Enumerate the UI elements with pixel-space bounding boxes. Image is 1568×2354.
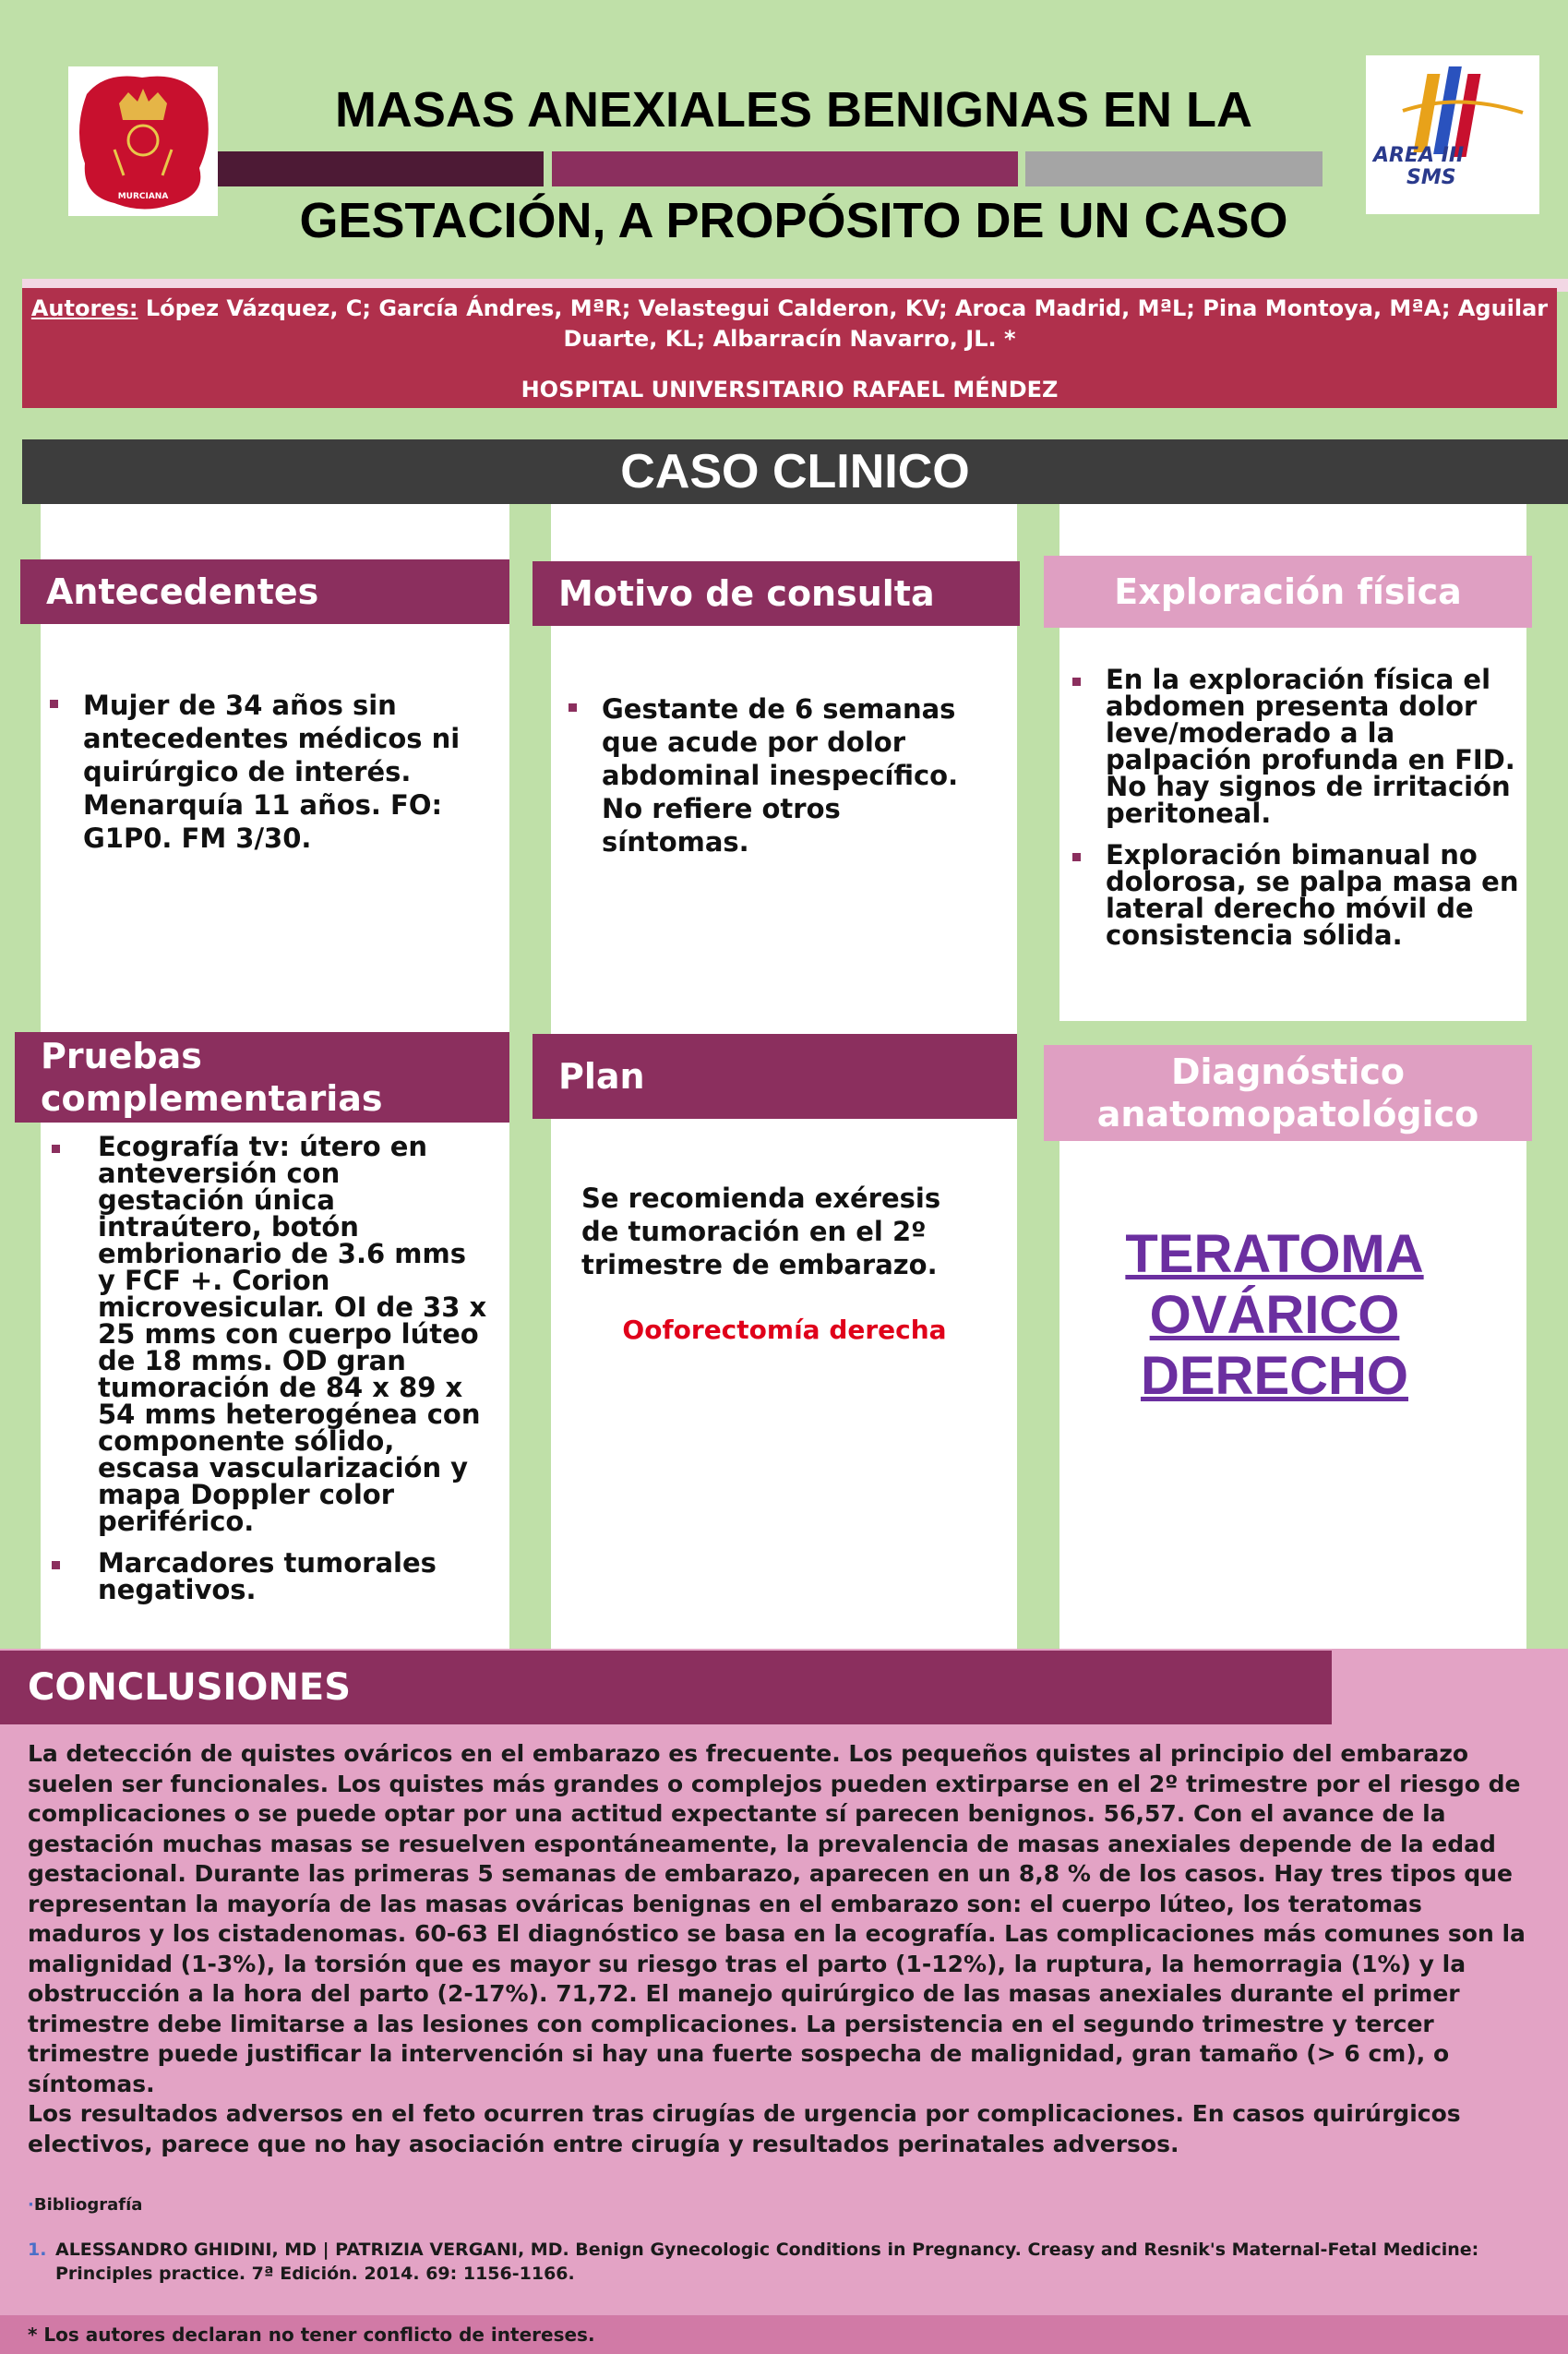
plan-text: Se recomienda exéresis de tumoración en el 2º trimestre de embarazo. [581, 1183, 941, 1280]
exploracion-header: Exploración física [1044, 556, 1532, 628]
page-title-line2: GESTACIÓN, A PROPÓSITO DE UN CASO [299, 193, 1288, 248]
section-title-caso-clinico: CASO CLINICO [22, 439, 1568, 504]
list-item: Ecografía tv: útero en anteversión con gestación única intraútero, botón embrionario de 3.6 mms y FCF +. Corion microvesicular. OI de 33 x 25 mms con cuerpo lúteo de 18 mms. OD gran tumoración de 84 x 89 x 54 mms heterogénea con componente sólido, escasa vascularización y mapa Doppler color periférico. [44, 1134, 487, 1535]
diagnosis-result [1059, 1224, 1490, 1407]
conclusions-text [28, 1739, 1541, 2159]
authors-line [22, 294, 1557, 354]
right-logo [1366, 55, 1539, 214]
antecedentes-header: Antecedentes [20, 559, 509, 624]
bibliography-entry [28, 2238, 1504, 2286]
pruebas-header: Pruebas complementarias [15, 1032, 509, 1123]
hospital-name: HOSPITAL UNIVERSITARIO RAFAEL MÉNDEZ [521, 377, 1059, 402]
area-logo-icon [1366, 55, 1539, 214]
list-item: Gestante de 6 semanas que acude por dolor abdominal inespecífico. No refiere otros síntomas. [561, 692, 986, 859]
diagnosis-line: OVÁRICO [1149, 1285, 1400, 1345]
list-item: Marcadores tumorales negativos. [44, 1550, 487, 1603]
title-bar-2 [552, 151, 1018, 186]
motivo-content [561, 692, 986, 859]
conclusions-paragraph: La detección de quistes ováricos en el embarazo es frecuente. Los pequeños quistes al principio del embarazo suelen ser funcionales. Los quistes más grandes o complejos pueden extirparse en el 2º trimestre por el riesgo de complicaciones o se puede optar por una actitud expectante sí parecen benignos. 56,57. Con el avance de la gestación muchas masas se resuelven espontáneamente, la prevalencia de masas anexiales depende de la edad gestacional. Durante las primeras 5 semanas de embarazo, aparecen en un 8,8 % de los casos. Hay tres tipos que representan la mayoría de las masas ováricas benignas en el embarazo son: el cuerpo lúteo, los teratomas maduros y los cistadenomas. 60-63 El diagnóstico se basa en la ecografía. Las complicaciones más comunes son la malignidad (1-3%), la torsión que es mayor su riesgo tras el parto (1-12%), la ruptura, la hemorragia (1%) y la obstrucción a la hora del parto (2-17%). 71,72. El manejo quirúrgico de las masas anexiales durante el primer trimestre debe limitarse a las lesiones con complicaciones. La persistencia en el segundo trimestre y tercer trimestre puede justificar la intervención si hay una fuerte sospecha de malignidad, gran tamaño (> 6 cm), o síntomas. [28, 1740, 1526, 2097]
left-logo-text: MURCIANA [117, 192, 169, 201]
footer-disclaimer: * Los autores declaran no tener conflicto de intereses. [0, 2315, 1568, 2354]
list-item: Exploración bimanual no dolorosa, se palpa masa en lateral derecho móvil de consistencia sólida. [1065, 842, 1523, 949]
bibliography-title [28, 2195, 142, 2215]
bibliography-label: Bibliografía [33, 2195, 143, 2215]
plan-highlight: Ooforectomía derecha [622, 1315, 947, 1345]
diagnosis-line: TERATOMA [1125, 1224, 1424, 1284]
bibliography-number: 1. [28, 2240, 47, 2260]
motivo-header: Motivo de consulta [533, 561, 1020, 626]
authors-band [22, 288, 1557, 408]
conclusions-paragraph: Los resultados adversos en el feto ocurren tras cirugías de urgencia por complicaciones. En casos quirúrgicos electivos, parece que no hay asociación entre cirugía y resultados perinatales adversos. [28, 2100, 1461, 2157]
page-title-line1: MASAS ANEXIALES BENIGNAS EN LA [334, 82, 1253, 138]
right-logo-line1: AREA III [1373, 144, 1465, 167]
conclusions-header: CONCLUSIONES [0, 1651, 1332, 1724]
title-bar-1 [218, 151, 544, 186]
exploracion-content [1065, 664, 1523, 951]
diagnosis-line: DERECHO [1140, 1346, 1409, 1406]
bullet-icon: · [28, 2195, 34, 2215]
list-item: En la exploración física el abdomen presenta dolor leve/moderado a la palpación profunda en FID. No hay signos de irritación peritoneal. [1065, 667, 1523, 827]
title-bar-3 [1025, 151, 1323, 186]
plan-header: Plan [533, 1034, 1017, 1119]
authors-label: Autores: [30, 295, 138, 321]
pruebas-content [44, 1131, 487, 1605]
right-logo-line2: SMS [1406, 166, 1456, 189]
list-item: Mujer de 34 años sin antecedentes médicos ni quirúrgico de interés. Menarquía 11 años. FO: G1P0. FM 3/30. [42, 689, 476, 855]
authors-names: López Vázquez, C; García Ándres, MªR; Velastegui Calderon, KV; Aroca Madrid, MªL; Pina Montoya, MªA; Aguilar Duarte, KL; Albarracín Navarro, JL. * [138, 295, 1549, 352]
diagnostico-header: Diagnóstico anatomopatológico [1044, 1045, 1532, 1141]
bibliography-text: ALESSANDRO GHIDINI, MD | PATRIZIA VERGANI, MD. Benign Gynecologic Conditions in Pregnancy. Creasy and Resnik's Maternal-Fetal Medicine: Principles practice. 7ª Edición. 2014. 69: 1156-1166. [55, 2240, 1479, 2284]
antecedentes-content [42, 689, 476, 855]
